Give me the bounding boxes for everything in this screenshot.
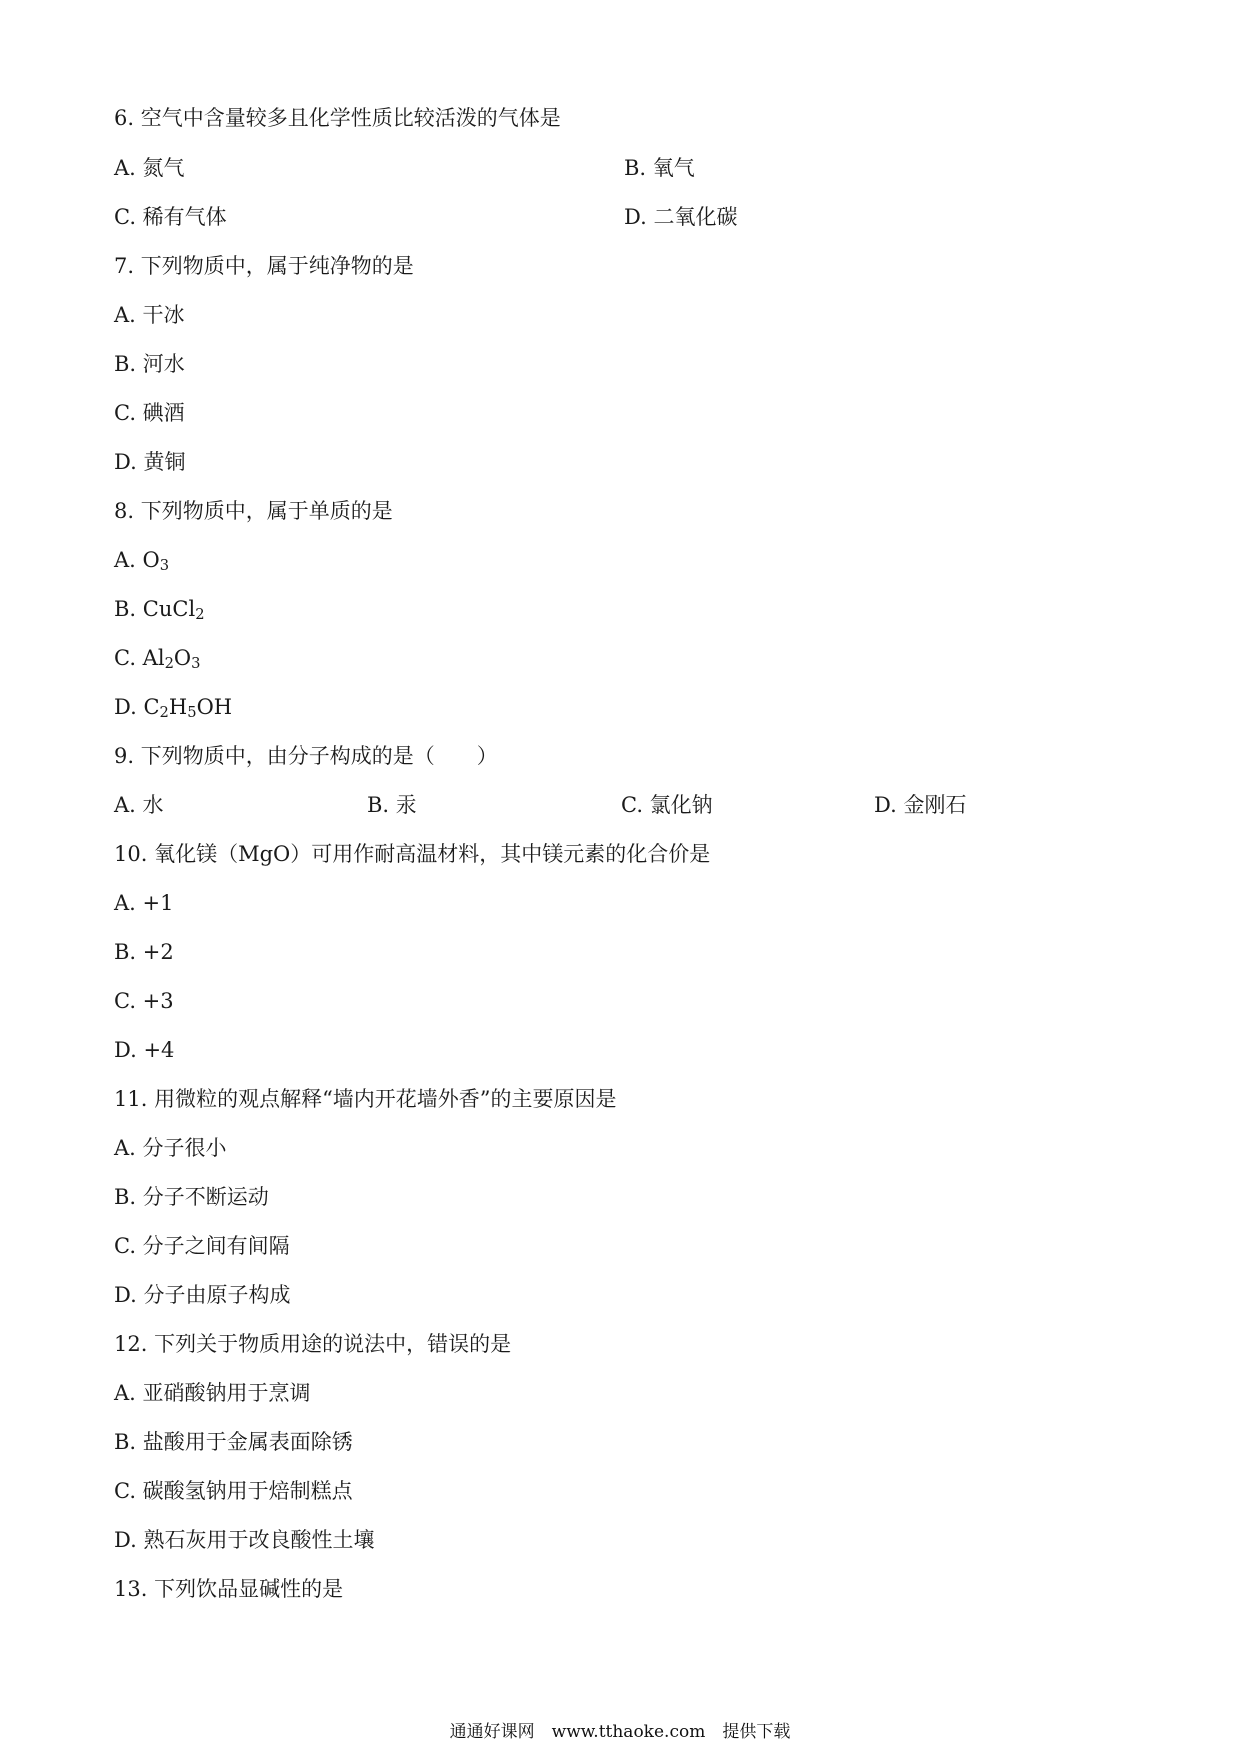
question-11-option-d: D. 分子由原子构成: [114, 1283, 291, 1307]
question-6-options-row-2: [114, 200, 1114, 234]
question-10-stem: 10. 氧化镁（MgO）可用作耐高温材料，其中镁元素的化合价是: [114, 842, 711, 866]
question-8-option-d: [114, 690, 232, 724]
question-9-option-d: D. 金刚石: [874, 793, 967, 817]
question-10-option-c: C. +3: [114, 989, 174, 1013]
formula-subscript: 2: [195, 606, 205, 623]
question-10-option-b: B. +2: [114, 940, 174, 964]
question-9-options-row: [114, 788, 1114, 822]
question-9-option-c: C. 氯化钠: [621, 793, 713, 817]
question-8-stem: 8. 下列物质中，属于单质的是: [114, 499, 393, 523]
page-footer: 通通好课网 www.tthaoke.com 提供下载: [449, 1722, 791, 1742]
formula-subscript: 3: [159, 557, 170, 574]
formula-text: H: [168, 695, 188, 719]
option-label: D.: [114, 695, 144, 719]
question-11-option-c: C. 分子之间有间隔: [114, 1234, 290, 1258]
question-6-stem: 6. 空气中含量较多且化学性质比较活泼的气体是: [114, 106, 561, 130]
formula-text: C: [143, 695, 160, 719]
formula-text: CuCl: [142, 597, 196, 621]
question-12-stem: 12. 下列关于物质用途的说法中，错误的是: [114, 1332, 512, 1356]
question-7-option-b: B. 河水: [114, 352, 185, 376]
question-12-option-d: D. 熟石灰用于改良酸性土壤: [114, 1528, 375, 1552]
question-11-option-b: B. 分子不断运动: [114, 1185, 269, 1209]
question-7-stem: 7. 下列物质中，属于纯净物的是: [114, 254, 414, 278]
question-6-option-b: B. 氧气: [624, 156, 695, 180]
formula-text: OH: [196, 695, 233, 719]
question-6-option-d: D. 二氧化碳: [624, 205, 738, 229]
option-label: B.: [114, 597, 143, 621]
question-10-option-d: D. +4: [114, 1038, 175, 1062]
question-12-option-a: A. 亚硝酸钠用于烹调: [114, 1381, 311, 1405]
question-10-option-a: A. +1: [114, 891, 174, 915]
question-6-options-row-1: [114, 151, 1114, 185]
formula-subscript: 5: [187, 704, 197, 721]
formula-subscript: 3: [191, 655, 201, 672]
option-label: A.: [114, 548, 143, 572]
question-11-stem: 11. 用微粒的观点解释“墙内开花墙外香”的主要原因是: [114, 1087, 617, 1111]
formula-text: O: [142, 548, 160, 572]
formula-subscript: 2: [159, 704, 169, 721]
question-8-option-b: [114, 592, 205, 626]
formula-subscript: 2: [164, 655, 174, 672]
question-8-option-a: [114, 543, 169, 577]
question-7-option-a: A. 干冰: [114, 303, 185, 327]
question-6-option-a: A. 氮气: [114, 156, 185, 180]
question-12-option-b: B. 盐酸用于金属表面除锈: [114, 1430, 353, 1454]
question-11-option-a: A. 分子很小: [114, 1136, 227, 1160]
question-8-option-c: [114, 641, 201, 675]
question-13-stem: 13. 下列饮品显碱性的是: [114, 1577, 344, 1601]
question-7-option-c: C. 碘酒: [114, 401, 185, 425]
formula-text: O: [173, 646, 192, 670]
formula-text: Al: [142, 646, 165, 670]
question-12-option-c: C. 碳酸氢钠用于焙制糕点: [114, 1479, 353, 1503]
question-9-option-b: B. 汞: [367, 793, 417, 817]
question-7-option-d: D. 黄铜: [114, 450, 186, 474]
option-label: C.: [114, 646, 143, 670]
question-9-option-a: A. 水: [114, 793, 164, 817]
question-9-stem: 9. 下列物质中，由分子构成的是（ ）: [114, 744, 498, 768]
question-6-option-c: C. 稀有气体: [114, 205, 227, 229]
